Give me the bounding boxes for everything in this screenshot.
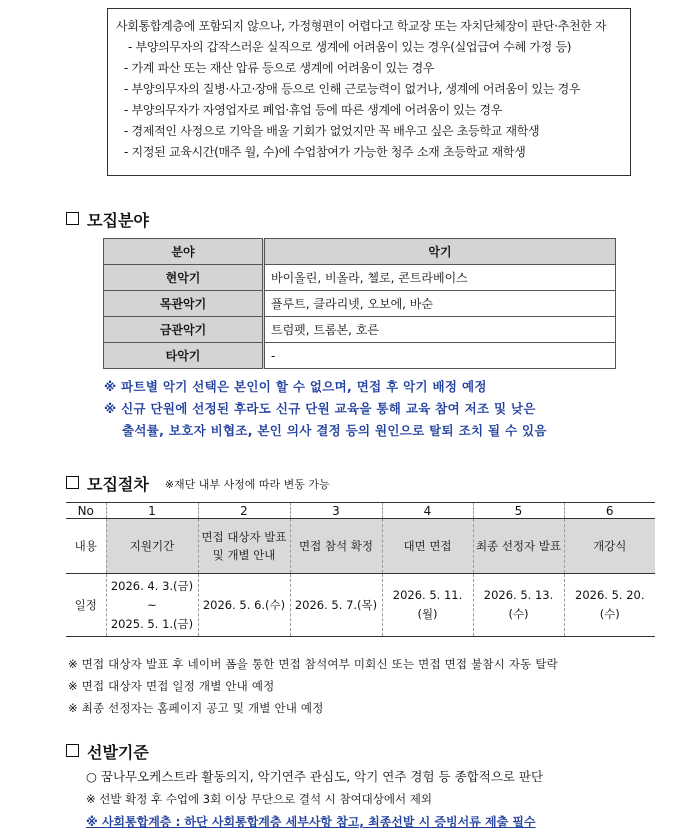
step-number: 6 [564,503,655,519]
step-content: 개강식 [564,519,655,574]
eligibility-item: - 부양의무자가 자영업자로 폐업·휴업 등에 따른 생계에 어려움이 있는 경우 [124,103,502,117]
process-footnote: ※ 면접 대상자 발표 후 네이버 폼을 통한 면접 참석여부 미회신 또는 면접 면접 불참시 자동 탈락 [68,657,558,671]
step-content: 대면 면접 [382,519,473,574]
step-content: 지원기간 [106,519,198,574]
checkbox-square-icon [66,744,79,757]
step-number: 2 [198,503,290,519]
criteria-main: ○ 꿈나무오케스트라 활동의지, 악기연주 관심도, 악기 연주 경험 등 종합적으로 판단 [86,769,544,784]
instrument-assignment-note: ※ 파트별 악기 선택은 본인이 할 수 없으며, 면접 후 악기 배정 예정 [104,379,487,394]
step-number: 3 [290,503,382,519]
period-separator: ~ [147,597,157,612]
instrument-cell: 바이올린, 비올라, 첼로, 콘트라베이스 [264,265,616,291]
step-content: 최종 선정자 발표 [473,519,564,574]
category-cell: 타악기 [104,343,264,369]
checkbox-square-icon [66,476,79,489]
withdrawal-note-line2: 출석률, 보호자 비협조, 본인 의사 결정 등의 원인으로 탈퇴 조치 될 수 있음 [122,423,547,438]
section-heading-process: 모집절차 ※재단 내부 사정에 따라 변동 가능 [66,472,330,495]
step-number-row [66,503,655,519]
table-row [104,317,616,343]
period-end: 2025. 5. 1.(금) [110,616,194,631]
step-content: 면접 참석 확정 [290,519,382,574]
instrument-cell: - [264,343,616,369]
process-table [66,502,655,637]
eligibility-item: - 지정된 교육시간(매주 월, 수)에 수업참여가 가능한 청주 소재 초등학교 재학생 [124,145,526,159]
step-date: 2026. 5. 6.(수) [198,574,290,637]
process-footnote: ※ 면접 대상자 면접 일정 개별 안내 예정 [68,679,275,693]
step-date: 2026. 5. 20.(수) [564,574,655,637]
table-row [104,265,616,291]
step-number: 5 [473,503,564,519]
eligibility-item: - 가계 파산 또는 재산 압류 등으로 생계에 어려움이 있는 경우 [124,61,435,75]
table-header-instrument: 악기 [264,239,616,265]
step-date: 2026. 5. 11.(월) [382,574,473,637]
date-label: 일정 [66,574,106,637]
table-header-row [104,239,616,265]
step-content-row [66,519,655,574]
criteria-evidence-note: ※ 사회통합계층 : 하단 사회통합계층 세부사항 참고, 최종선발 시 증빙서류 제출 필수 [86,815,536,829]
step-number: 1 [106,503,198,519]
step-date: 2026. 5. 7.(목) [290,574,382,637]
step-date: 2026. 5. 13.(수) [473,574,564,637]
eligibility-intro: 사회통합계층에 포함되지 않으나, 가정형편이 어렵다고 학교장 또는 자치단체장이 판단·추천한 자 [116,19,607,33]
step-number: 4 [382,503,473,519]
section-heading-fields: 모집분야 [66,208,149,231]
table-row [104,291,616,317]
criteria-absence-note: ※ 선발 확정 후 수업에 3회 이상 무단으로 결석 시 참여대상에서 제외 [86,792,432,806]
content-label: 내용 [66,519,106,574]
step-date-row [66,574,655,637]
category-cell: 목관악기 [104,291,264,317]
category-cell: 금관악기 [104,317,264,343]
period-start: 2026. 4. 3.(금) [110,578,194,593]
table-row [104,343,616,369]
checkbox-square-icon [66,212,79,225]
process-change-note: ※재단 내부 사정에 따라 변동 가능 [164,478,330,491]
eligibility-box [107,8,631,176]
eligibility-item: - 경제적인 사정으로 기악을 배울 기회가 없었지만 꼭 배우고 싶은 초등학교 재학생 [124,124,540,138]
step-content: 면접 대상자 발표 및 개별 안내 [198,519,290,574]
eligibility-item: - 부양의무자의 갑작스러운 실직으로 생계에 어려움이 있는 경우(실업급여 수혜 가정 등) [128,40,572,54]
application-period [106,574,198,637]
instrument-cell: 트럼펫, 트롬본, 호른 [264,317,616,343]
table-header-category: 분야 [104,239,264,265]
section-heading-criteria: 선발기준 [66,740,149,763]
category-cell: 현악기 [104,265,264,291]
process-footnote: ※ 최종 선정자는 홈페이지 공고 및 개별 안내 예정 [68,701,324,715]
withdrawal-note-line1: ※ 신규 단원에 선정된 후라도 신규 단원 교육을 통해 교육 참여 저조 및 낮은 [104,401,536,416]
no-label: No [66,503,106,519]
eligibility-item: - 부양의무자의 질병·사고·장애 등으로 인해 근로능력이 없거나, 생계에 어려움이 있는 경우 [124,82,581,96]
instrument-cell: 플루트, 클라리넷, 오보에, 바순 [264,291,616,317]
instrument-table [103,238,616,369]
